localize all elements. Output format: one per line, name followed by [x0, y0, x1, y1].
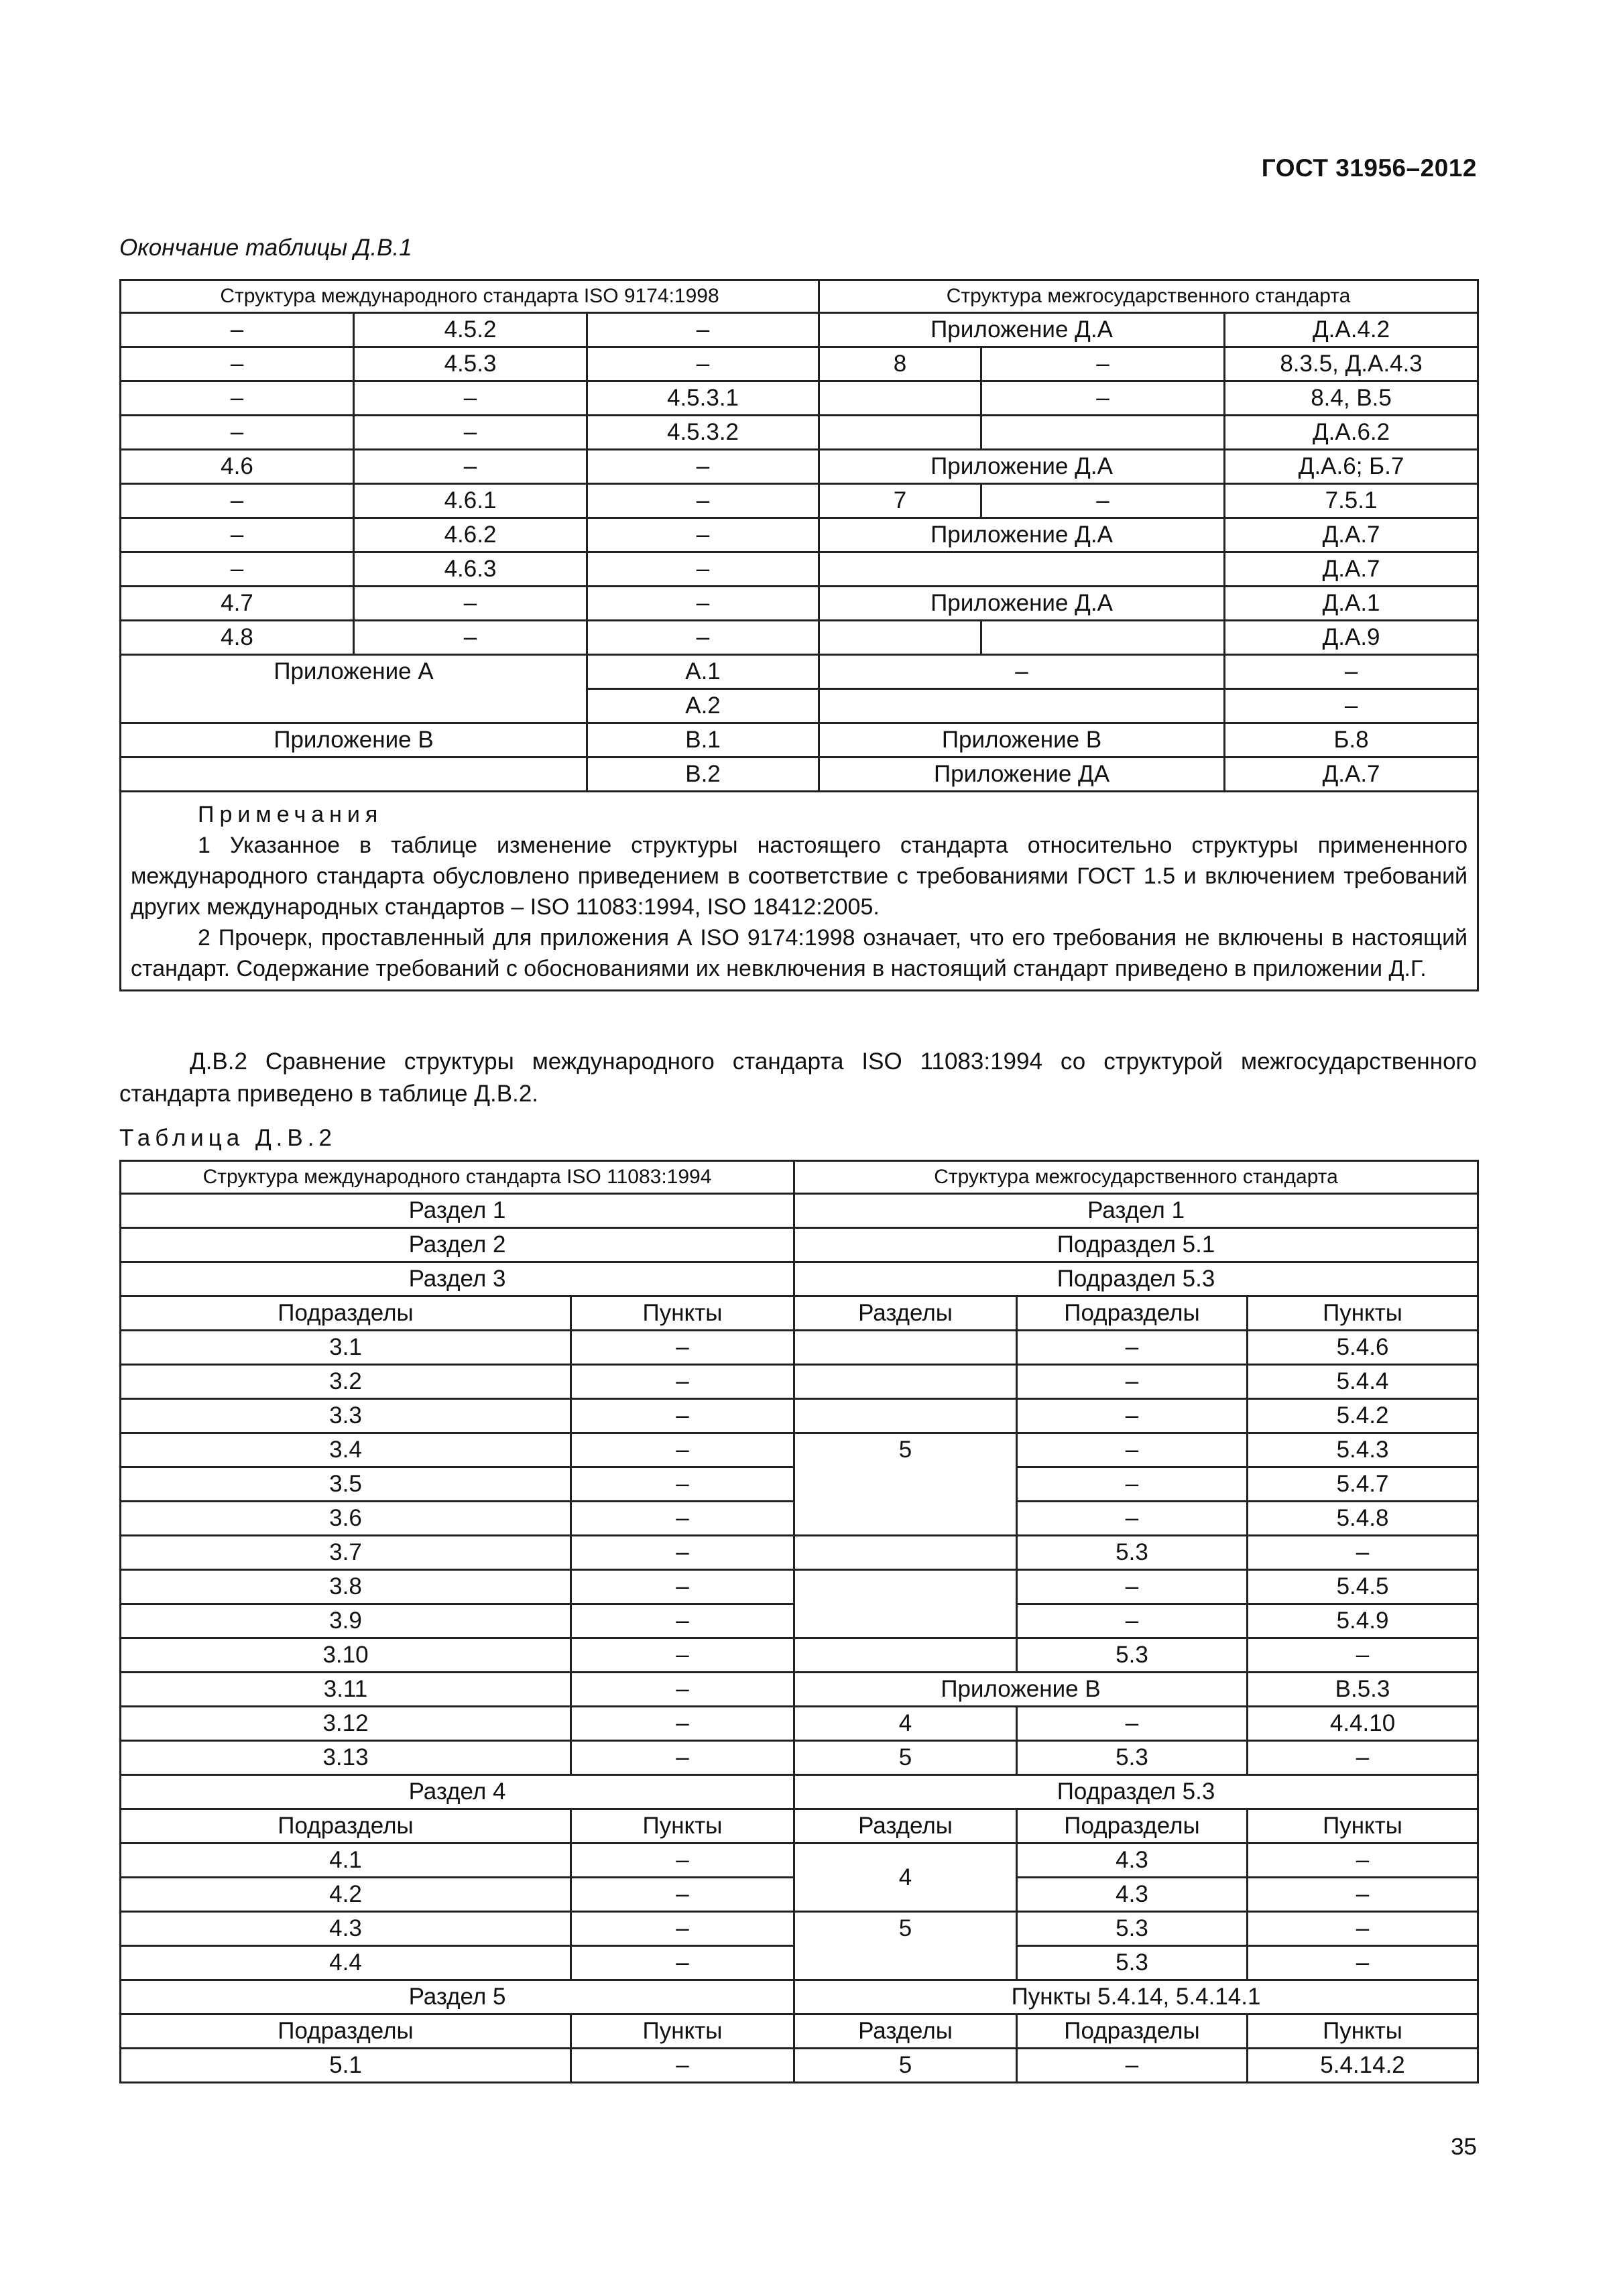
table-row: [121, 1433, 1478, 1467]
table-cell: Подразделы: [1017, 1809, 1248, 1844]
table-cell: [819, 552, 1225, 587]
table-row: [121, 1980, 1478, 2014]
table-cell: [794, 1365, 1017, 1399]
table-cell: –: [354, 381, 587, 416]
table-title: Таблица Д.В.2: [119, 1125, 337, 1151]
table-cell: 3.5: [121, 1467, 571, 1502]
table-cell: Раздел 4: [121, 1775, 794, 1809]
table-cell: 3.13: [121, 1741, 571, 1775]
table-cell: 4.5.2: [354, 313, 587, 347]
table-cell: Пункты: [571, 2014, 794, 2049]
table-cell: –: [354, 416, 587, 450]
table-cell: Подраздел 5.3: [794, 1775, 1478, 1809]
table-cell: 5.3: [1017, 1536, 1248, 1570]
table-cell: –: [121, 518, 354, 552]
table-cell: –: [1248, 1946, 1478, 1980]
table-row: [121, 416, 1478, 450]
table-row: [121, 1638, 1478, 1673]
table-cell: Раздел 1: [121, 1194, 794, 1228]
table-row: [121, 1775, 1478, 1809]
table-cell: [794, 1638, 1017, 1673]
table-cell: –: [587, 518, 819, 552]
table-cell: 4: [794, 1707, 1017, 1741]
table-cell: 5.4.8: [1248, 1502, 1478, 1536]
table-cell: –: [981, 381, 1225, 416]
table-cell: –: [121, 484, 354, 518]
table-cell: 3.11: [121, 1673, 571, 1707]
table-cell: –: [1017, 2049, 1248, 2083]
table-cell: 4.4.10: [1248, 1707, 1478, 1741]
table-cell: Подразделы: [121, 1296, 571, 1331]
table-cell: Приложение В: [794, 1673, 1248, 1707]
table-cell: Пункты: [571, 1809, 794, 1844]
table-row: [121, 1331, 1478, 1365]
header-interstate: Структура межгосударственного стандарта: [794, 1161, 1478, 1194]
table-cell: –: [981, 347, 1225, 381]
table-cell: А.1: [587, 655, 819, 689]
table-cell: 4.3: [1017, 1878, 1248, 1912]
table-cell: 5.1: [121, 2049, 571, 2083]
table-cell: –: [1017, 1399, 1248, 1433]
table-cell: 8: [819, 347, 981, 381]
table-cell: 5.3: [1017, 1741, 1248, 1775]
table-cell: –: [571, 1741, 794, 1775]
table-row: [121, 1673, 1478, 1707]
table-cell: –: [571, 1433, 794, 1467]
table-cell: В.5.3: [1248, 1673, 1478, 1707]
table-cell: –: [571, 1467, 794, 1502]
table-cell: 4.7: [121, 587, 354, 621]
table-row: [121, 1741, 1478, 1775]
table-cell: 4: [794, 1844, 1017, 1912]
table-cell: 5.4.2: [1248, 1399, 1478, 1433]
table-notes: [121, 792, 1478, 991]
table-cell: Д.А.6.2: [1225, 416, 1478, 450]
table-cell: 4.5.3: [354, 347, 587, 381]
table-cell: 3.4: [121, 1433, 571, 1467]
table-cell: 5.4.9: [1248, 1604, 1478, 1638]
table-cell: 3.7: [121, 1536, 571, 1570]
table-cell: 5.4.4: [1248, 1365, 1478, 1399]
table-cell: 3.6: [121, 1502, 571, 1536]
table-cell: –: [1248, 1536, 1478, 1570]
table-cell: Д.А.7: [1225, 758, 1478, 792]
table-cell: –: [587, 347, 819, 381]
table-cell: [794, 1570, 1017, 1638]
table-cell: Подразделы: [121, 2014, 571, 2049]
table-cell: [981, 621, 1225, 655]
table-row: [121, 1228, 1478, 1262]
table-row: [121, 1365, 1478, 1399]
table-cell: –: [571, 1570, 794, 1604]
table-cell: 4.8: [121, 621, 354, 655]
table-cell: –: [571, 1707, 794, 1741]
table-row: [121, 313, 1478, 347]
table-cell: 3.12: [121, 1707, 571, 1741]
table-cell: –: [571, 1502, 794, 1536]
table-cell: Разделы: [794, 2014, 1017, 2049]
table-cell: –: [1248, 1878, 1478, 1912]
table-cell: Д.А.6; Б.7: [1225, 450, 1478, 484]
table-row: [121, 758, 1478, 792]
table-cell: –: [121, 416, 354, 450]
table-cell: –: [1017, 1433, 1248, 1467]
table-cell: Пункты 5.4.14, 5.4.14.1: [794, 1980, 1478, 2014]
table-cell: [819, 416, 981, 450]
table-cell: Раздел 2: [121, 1228, 794, 1262]
table-cell: –: [1017, 1467, 1248, 1502]
header-international: Структура международного стандарта ISO 9174:1998: [121, 280, 819, 313]
table-db2: [119, 1160, 1479, 2083]
table-cell: 5.3: [1017, 1946, 1248, 1980]
table-cell: –: [354, 450, 587, 484]
table-row: [121, 655, 1478, 689]
table-cell: Д.А.9: [1225, 621, 1478, 655]
table-cell: Подразделы: [1017, 2014, 1248, 2049]
table-cell: В.2: [587, 758, 819, 792]
table-cell: –: [1017, 1331, 1248, 1365]
table-cell: 4.6.1: [354, 484, 587, 518]
table-cell: Д.А.1: [1225, 587, 1478, 621]
table-row: [121, 552, 1478, 587]
table-cell: [981, 416, 1225, 450]
column-heads-row: [121, 1296, 1478, 1331]
column-heads-row: [121, 1809, 1478, 1844]
page-number: 35: [1451, 2134, 1477, 2160]
notes-title: Примечания: [198, 802, 383, 827]
table-cell: 5.4.3: [1248, 1433, 1478, 1467]
table-cell: –: [121, 347, 354, 381]
table-cell: [121, 758, 587, 792]
table-cell: –: [571, 1365, 794, 1399]
table-cell: –: [1225, 689, 1478, 723]
table-cell: Приложение В: [121, 723, 587, 758]
table-cell: [794, 1331, 1017, 1365]
table-cell: [819, 381, 981, 416]
table-row: [121, 450, 1478, 484]
note-2: 2 Прочерк, проставленный для приложения А ISO 9174:1998 означает, что его требования не включены в настоящий стандарт. Содержание требований с обоснованиями их невключения в настоящий стандарт приведено в приложении Д.Г.: [131, 925, 1468, 981]
table-cell: Подразделы: [121, 1809, 571, 1844]
table-cell: 8.4, В.5: [1225, 381, 1478, 416]
table-cell: –: [121, 313, 354, 347]
table-cell: Приложение Д.А: [819, 450, 1225, 484]
table-cell: [794, 1536, 1017, 1570]
table-cell: Подраздел 5.1: [794, 1228, 1478, 1262]
table-cell: 5: [794, 2049, 1017, 2083]
table-cell: –: [354, 587, 587, 621]
table-row: [121, 518, 1478, 552]
table-cell: 5.4.14.2: [1248, 2049, 1478, 2083]
note-1: 1 Указанное в таблице изменение структуры настоящего стандарта относительно структуры примененного международного стандарта обусловлено приведением в соответствие с требованиями ГОСТ 1.5 и включением требований других международных стандартов – ISO 11083:1994, ISO 18412:2005.: [131, 833, 1468, 920]
table-cell: В.1: [587, 723, 819, 758]
table-cell: 3.10: [121, 1638, 571, 1673]
table-cell: 3.1: [121, 1331, 571, 1365]
table-cell: 4.6: [121, 450, 354, 484]
table-cell: –: [1017, 1502, 1248, 1536]
table-cell: –: [587, 552, 819, 587]
table-cell: –: [1017, 1365, 1248, 1399]
table-cell: 5.4.5: [1248, 1570, 1478, 1604]
table-cell: Пункты: [1248, 1809, 1478, 1844]
table-cell: 8.3.5, Д.А.4.3: [1225, 347, 1478, 381]
table-cell: –: [1248, 1741, 1478, 1775]
table-cell: 7.5.1: [1225, 484, 1478, 518]
section-paragraph: Д.В.2 Сравнение структуры международного стандарта ISO 11083:1994 со структурой межгосударственного стандарта приведено в таблице Д.В.2.: [119, 1048, 1477, 1107]
table-cell: Б.8: [1225, 723, 1478, 758]
table-cell: Д.А.7: [1225, 552, 1478, 587]
table-cell: –: [1248, 1912, 1478, 1946]
table-cell: –: [819, 655, 1225, 689]
table-cell: Д.А.4.2: [1225, 313, 1478, 347]
table-row: [121, 1912, 1478, 1946]
table-cell: 3.9: [121, 1604, 571, 1638]
table-cell: Подразделы: [1017, 1296, 1248, 1331]
table-cell: 4.1: [121, 1844, 571, 1878]
table-cell: [794, 1399, 1017, 1433]
table-cell: 3.8: [121, 1570, 571, 1604]
table-cell: 4.4: [121, 1946, 571, 1980]
table-cell: 5: [794, 1433, 1017, 1536]
table-cell: 5.3: [1017, 1638, 1248, 1673]
table-cell: Пункты: [1248, 2014, 1478, 2049]
table-cell: Приложение А: [121, 655, 587, 723]
table-row: [121, 587, 1478, 621]
table-cell: –: [1017, 1570, 1248, 1604]
table-row: [121, 621, 1478, 655]
table-cell: Подраздел 5.3: [794, 1262, 1478, 1296]
table-cell: Раздел 3: [121, 1262, 794, 1296]
document-id: ГОСТ 31956–2012: [1261, 154, 1477, 182]
table-cell: 5: [794, 1741, 1017, 1775]
table-cell: Приложение Д.А: [819, 313, 1225, 347]
table-cell: Разделы: [794, 1809, 1017, 1844]
table-cell: –: [571, 1331, 794, 1365]
table-cell: А.2: [587, 689, 819, 723]
table-cell: –: [1248, 1638, 1478, 1673]
table-cell: 4.5.3.1: [587, 381, 819, 416]
table-cell: –: [571, 1844, 794, 1878]
table-row: [121, 347, 1478, 381]
column-heads-row: [121, 2014, 1478, 2049]
table-cell: 4.3: [121, 1912, 571, 1946]
table-cell: Приложение Д.А: [819, 587, 1225, 621]
table-row: [121, 1536, 1478, 1570]
table-row: [121, 1570, 1478, 1604]
table-cell: –: [1017, 1707, 1248, 1741]
table-cell: Приложение Д.А: [819, 518, 1225, 552]
table-cell: –: [571, 1399, 794, 1433]
table-cell: –: [981, 484, 1225, 518]
table-cell: –: [121, 381, 354, 416]
table-cell: 3.2: [121, 1365, 571, 1399]
table-cell: Пункты: [571, 1296, 794, 1331]
table-cell: Разделы: [794, 1296, 1017, 1331]
table-row: [121, 1262, 1478, 1296]
table-cell: 4.6.3: [354, 552, 587, 587]
table-cell: 3.3: [121, 1399, 571, 1433]
table-cell: Раздел 1: [794, 1194, 1478, 1228]
table-cell: –: [571, 1912, 794, 1946]
table-cell: –: [1017, 1604, 1248, 1638]
table-cell: Раздел 5: [121, 1980, 794, 2014]
table-continuation-caption: Окончание таблицы Д.В.1: [119, 235, 412, 261]
table-cell: [819, 621, 981, 655]
table-cell: 4.3: [1017, 1844, 1248, 1878]
table-cell: –: [571, 1604, 794, 1638]
table-db1: [119, 279, 1479, 991]
table-cell: 4.2: [121, 1878, 571, 1912]
header-interstate: Структура межгосударственного стандарта: [819, 280, 1478, 313]
table-cell: –: [587, 450, 819, 484]
table-cell: –: [571, 1536, 794, 1570]
table-cell: –: [587, 587, 819, 621]
table-row: [121, 484, 1478, 518]
table-cell: –: [354, 621, 587, 655]
header-international: Структура международного стандарта ISO 11083:1994: [121, 1161, 794, 1194]
table-cell: 5.4.6: [1248, 1331, 1478, 1365]
table-cell: Пункты: [1248, 1296, 1478, 1331]
table-cell: Приложение ДА: [819, 758, 1225, 792]
table-cell: –: [571, 1638, 794, 1673]
table-cell: 5: [794, 1912, 1017, 1980]
table-cell: –: [1225, 655, 1478, 689]
table-cell: –: [571, 2049, 794, 2083]
table-cell: 4.6.2: [354, 518, 587, 552]
table-cell: Д.А.7: [1225, 518, 1478, 552]
table-cell: –: [587, 313, 819, 347]
table-cell: 7: [819, 484, 981, 518]
table-row: [121, 2049, 1478, 2083]
table-cell: –: [571, 1673, 794, 1707]
table-cell: 5.4.7: [1248, 1467, 1478, 1502]
table-cell: –: [571, 1946, 794, 1980]
table-row: [121, 381, 1478, 416]
table-cell: –: [587, 621, 819, 655]
table-cell: –: [121, 552, 354, 587]
table-row: [121, 1399, 1478, 1433]
table-cell: –: [571, 1878, 794, 1912]
table-cell: Приложение В: [819, 723, 1225, 758]
table-cell: 4.5.3.2: [587, 416, 819, 450]
table-cell: [819, 689, 1225, 723]
table-row: [121, 1707, 1478, 1741]
table-cell: –: [1248, 1844, 1478, 1878]
table-row: [121, 1844, 1478, 1878]
table-cell: –: [587, 484, 819, 518]
table-row: [121, 723, 1478, 758]
table-cell: 5.3: [1017, 1912, 1248, 1946]
table-row: [121, 1194, 1478, 1228]
